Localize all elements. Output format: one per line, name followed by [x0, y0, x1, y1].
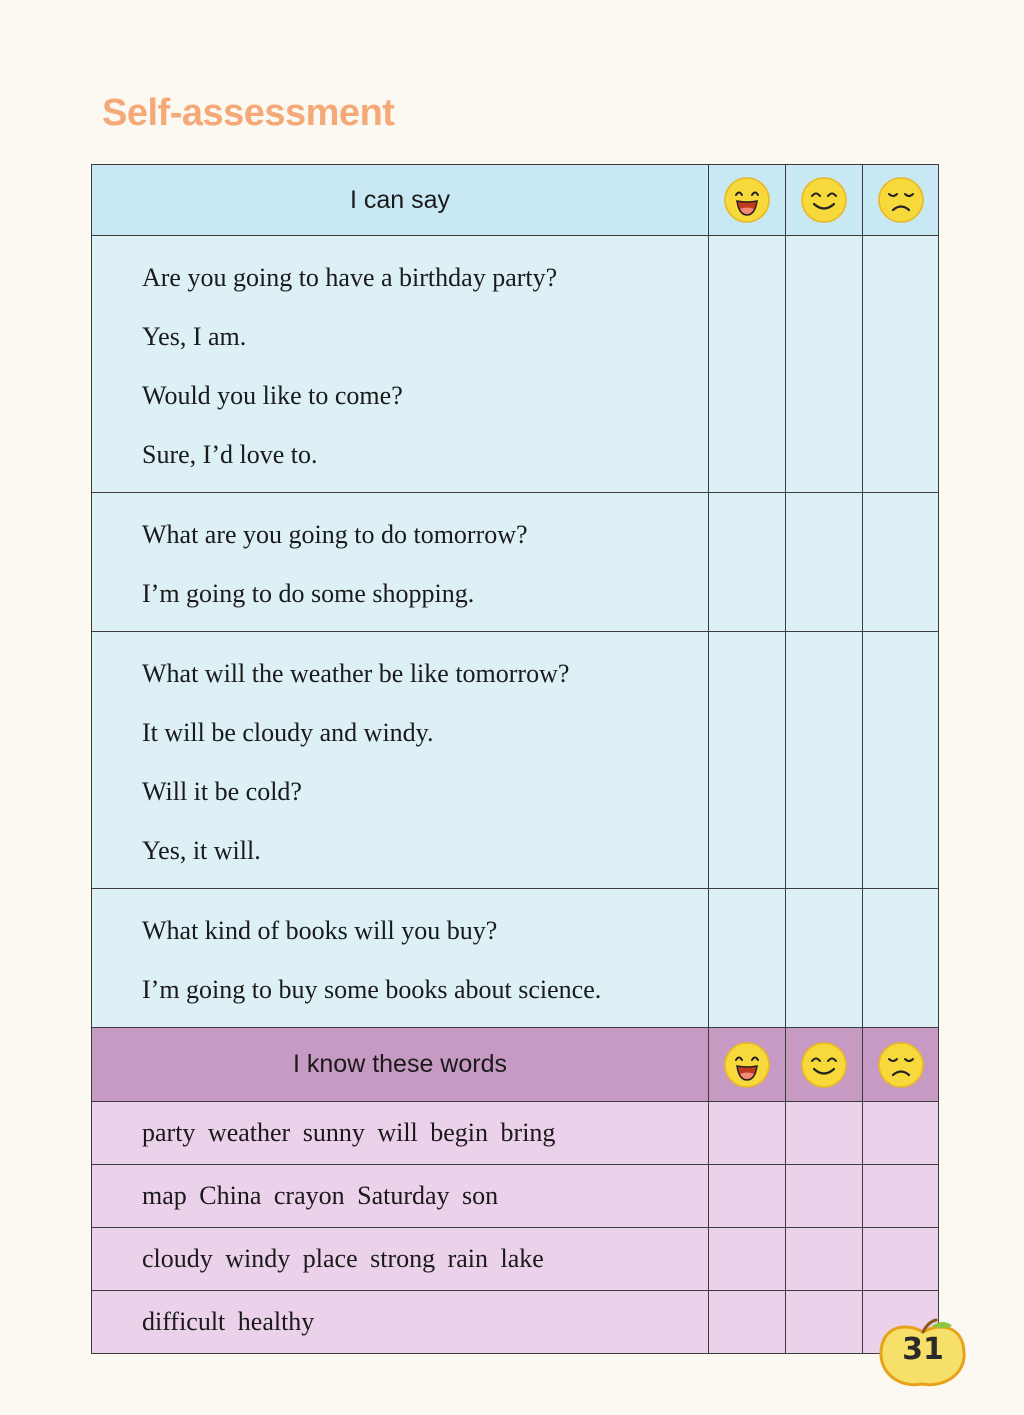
sentence-line: Yes, it will.: [142, 836, 261, 865]
can-say-row: [92, 632, 939, 889]
rating-column-header-smiling: [786, 1028, 863, 1102]
sentence-line: Will it be cold?: [142, 777, 302, 806]
word-list: difficult healthy: [142, 1307, 315, 1336]
word-row: [92, 1165, 939, 1228]
sentence-line: Are you going to have a birthday party?: [142, 263, 558, 292]
sentence-line: I’m going to do some shopping.: [142, 579, 475, 608]
word-list: party weather sunny will begin bring: [142, 1118, 556, 1147]
rating-cell-smiling[interactable]: [786, 1228, 863, 1291]
rating-cell-frowning[interactable]: [863, 1228, 939, 1291]
sentence-cell: [92, 632, 709, 889]
rating-cell-laughing[interactable]: [709, 1228, 786, 1291]
frowning-face-icon: [877, 1041, 925, 1089]
sentence-line: Sure, I’d love to.: [142, 440, 318, 469]
rating-cell-laughing[interactable]: [709, 236, 786, 493]
can-say-header-row: [92, 165, 939, 236]
rating-cell-smiling[interactable]: [786, 1102, 863, 1165]
word-row: [92, 1102, 939, 1165]
can-say-header: I can say: [349, 186, 451, 214]
rating-cell-laughing[interactable]: [709, 493, 786, 632]
sentence-line: I’m going to buy some books about science.: [142, 975, 602, 1004]
rating-cell-smiling[interactable]: [786, 1165, 863, 1228]
rating-cell-frowning[interactable]: [863, 236, 939, 493]
rating-cell-smiling[interactable]: [786, 889, 863, 1028]
rating-cell-laughing[interactable]: [709, 632, 786, 889]
laughing-face-icon: [723, 176, 771, 224]
rating-cell-smiling[interactable]: [786, 1291, 863, 1354]
rating-column-header-frowning: [863, 165, 939, 236]
word-list: map China crayon Saturday son: [142, 1181, 499, 1210]
sentence-line: What are you going to do tomorrow?: [142, 520, 528, 549]
rating-cell-smiling[interactable]: [786, 493, 863, 632]
self-assessment-table: [91, 164, 939, 1354]
word-cell: [92, 1102, 709, 1165]
smiling-face-icon: [800, 1041, 848, 1089]
know-words-header: I know these words: [293, 1050, 507, 1078]
sentence-line: It will be cloudy and windy.: [142, 718, 434, 747]
page-number: 31: [902, 1332, 944, 1367]
word-cell: [92, 1165, 709, 1228]
word-row: [92, 1228, 939, 1291]
rating-cell-laughing[interactable]: [709, 1165, 786, 1228]
sentence-line: Would you like to come?: [142, 381, 403, 410]
word-cell: [92, 1228, 709, 1291]
rating-cell-laughing[interactable]: [709, 1102, 786, 1165]
rating-cell-frowning[interactable]: [863, 632, 939, 889]
page-number-badge: [876, 1318, 970, 1390]
rating-cell-frowning[interactable]: [863, 889, 939, 1028]
sentence-line: Yes, I am.: [142, 322, 247, 351]
rating-column-header-laughing: [709, 1028, 786, 1102]
word-cell: [92, 1291, 709, 1354]
rating-column-header-smiling: [786, 165, 863, 236]
know-words-header-cell: [92, 1028, 709, 1102]
can-say-row: [92, 493, 939, 632]
rating-cell-frowning[interactable]: [863, 493, 939, 632]
rating-cell-frowning[interactable]: [863, 1102, 939, 1165]
can-say-row: [92, 236, 939, 493]
sentence-cell: [92, 889, 709, 1028]
rating-cell-frowning[interactable]: [863, 1165, 939, 1228]
rating-cell-smiling[interactable]: [786, 236, 863, 493]
smiling-face-icon: [800, 176, 848, 224]
rating-column-header-frowning: [863, 1028, 939, 1102]
frowning-face-icon: [877, 176, 925, 224]
sentence-line: What kind of books will you buy?: [142, 916, 498, 945]
word-row: [92, 1291, 939, 1354]
rating-cell-smiling[interactable]: [786, 632, 863, 889]
can-say-row: [92, 889, 939, 1028]
can-say-header-cell: [92, 165, 709, 236]
laughing-face-icon: [723, 1041, 771, 1089]
page-title: Self-assessment: [102, 92, 395, 134]
word-list: cloudy windy place strong rain lake: [142, 1244, 544, 1273]
sentence-cell: [92, 236, 709, 493]
rating-cell-laughing[interactable]: [709, 889, 786, 1028]
rating-cell-laughing[interactable]: [709, 1291, 786, 1354]
sentence-line: What will the weather be like tomorrow?: [142, 659, 570, 688]
rating-column-header-laughing: [709, 165, 786, 236]
know-words-header-row: [92, 1028, 939, 1102]
sentence-cell: [92, 493, 709, 632]
